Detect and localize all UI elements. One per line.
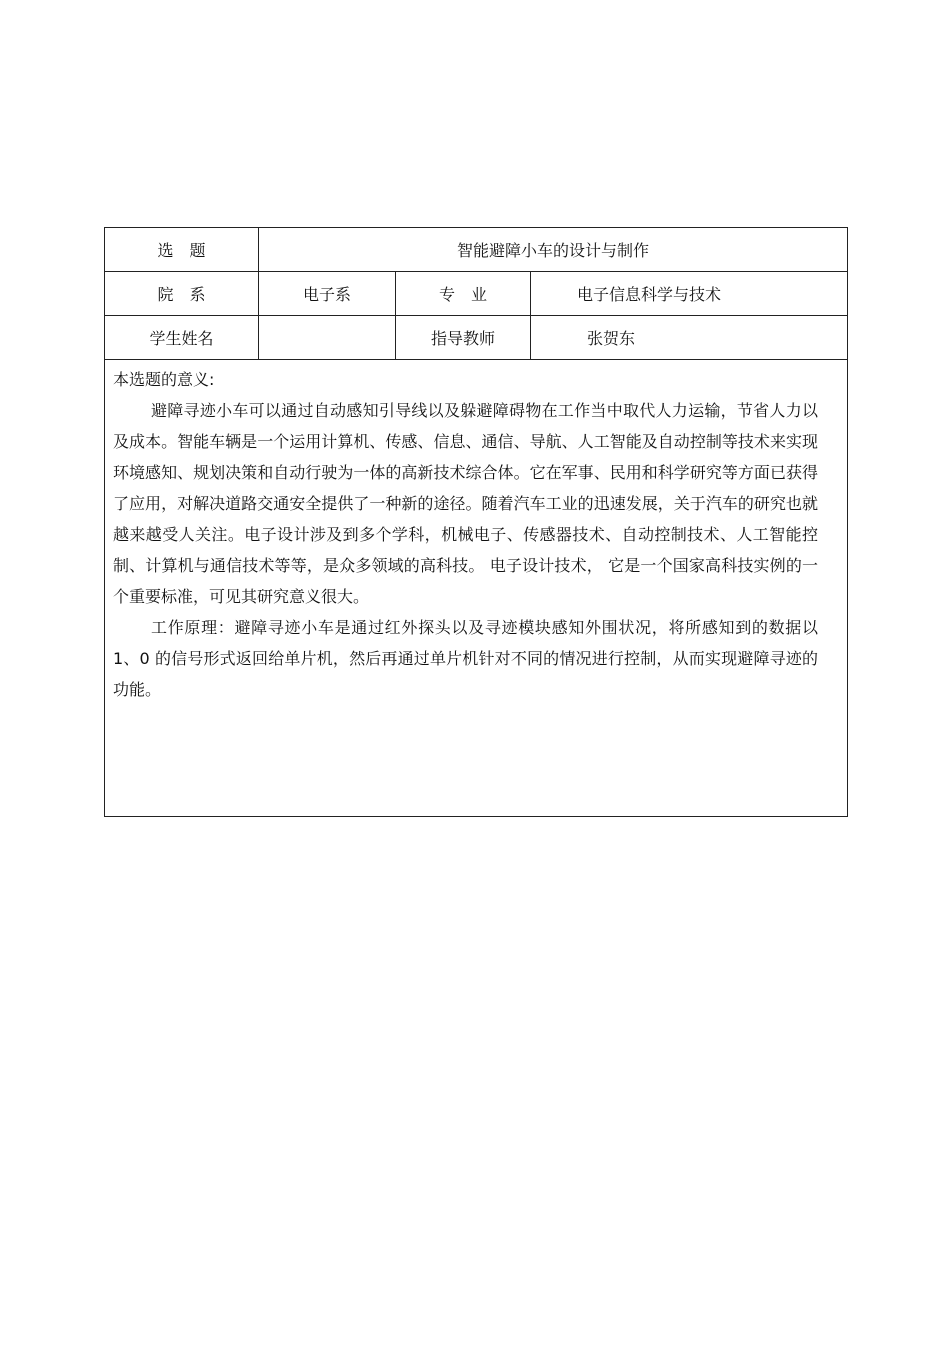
meaning-paragraph-1: 避障寻迹小车可以通过自动感知引导线以及躲避障碍物在工作当中取代人力运输，节省人力以及成本。智能车辆是一个运用计算机、传感、信息、通信、导航、人工智能及自动控制等技术来实现环境感知、规划决策和自动行驶为一体的高新技术综合体。它在军事、民用和科学研究等方面已获得了应用，对解决道路交通安全提供了一种新的途径。随着汽车工业的迅速发展，关于汽车的研究也就越来越受人关注。电子设计涉及到多个学科，机械电子、传感器技术、自动控制技术、人工智能控制、计算机与通信技术等等，是众多领域的高科技。 电子设计技术， 它是一个国家高科技实例的一个重要标准，可见其研究意义很大。 [113, 401, 818, 606]
meaning-paragraph-2: 工作原理：避障寻迹小车是通过红外探头以及寻迹模块感知外围状况，将所感知到的数据以 1、0 的信号形式返回给单片机，然后再通过单片机针对不同的情况进行控制，从而实现避障寻迹的功能。 [113, 618, 818, 699]
advisor-value: 张贺东 [531, 316, 848, 360]
topic-label: 选 题 [105, 228, 259, 272]
meaning-cell [105, 360, 848, 817]
advisor-label: 指导教师 [396, 316, 531, 360]
proposal-form-table [104, 227, 848, 817]
department-value: 电子系 [259, 272, 396, 316]
student-name-label: 学生姓名 [105, 316, 259, 360]
department-label: 院 系 [105, 272, 259, 316]
form-row-department [105, 272, 848, 316]
form-row-meaning [105, 360, 848, 817]
topic-value: 智能避障小车的设计与制作 [259, 228, 848, 272]
form-row-names [105, 316, 848, 360]
major-value: 电子信息科学与技术 [531, 272, 848, 316]
form-row-topic [105, 228, 848, 272]
major-label: 专 业 [396, 272, 531, 316]
student-name-value [259, 316, 396, 360]
meaning-heading: 本选题的意义: [113, 370, 215, 389]
